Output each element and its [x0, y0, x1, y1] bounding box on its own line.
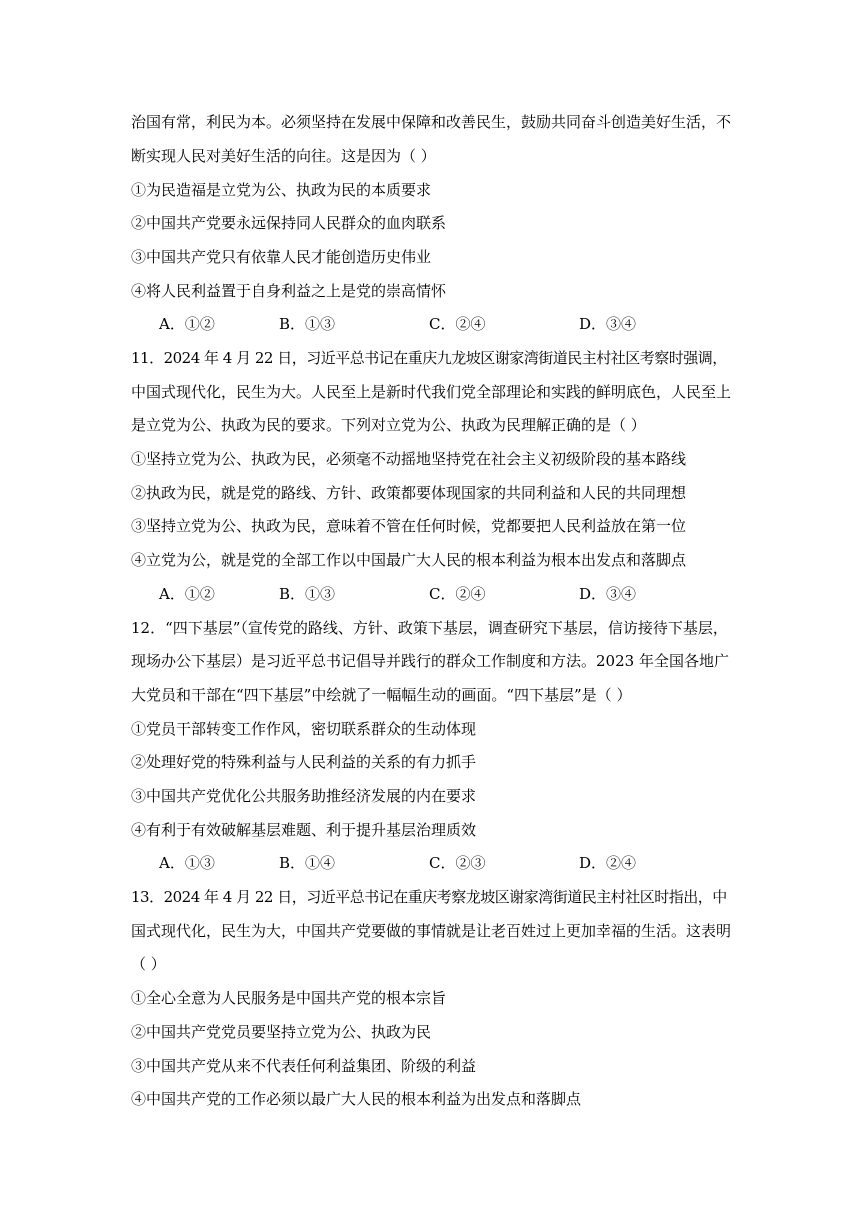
q10-option-b: B．①③: [279, 315, 336, 333]
q12-option-d: D．②④: [579, 854, 637, 872]
q12-options: [0, 853, 860, 873]
q11-stem-line-1: 11．2024 年 4 月 22 日，习近平总书记在重庆九龙坡区谢家湾街道民主村社区考察时强调，: [131, 349, 727, 367]
q10-options: [0, 314, 860, 334]
q11-item-1: ①坚持立党为公、执政为民，必须毫不动摇地坚持党在社会主义初级阶段的基本路线: [131, 450, 687, 468]
q10-item-1: ①为民造福是立党为公、执政为民的本质要求: [131, 181, 432, 199]
q10-item-4: ④将人民利益置于自身利益之上是党的崇高情怀: [131, 282, 447, 300]
q12-stem-line-2: 现场办公下基层）是习近平总书记倡导并践行的群众工作制度和方法。2023 年全国各地广: [131, 652, 729, 670]
q11-option-b: B．①③: [279, 585, 336, 603]
q12-item-4: ④有利于有效破解基层难题、利于提升基层治理质效: [131, 821, 477, 839]
q11-option-a: A．①②: [159, 585, 215, 603]
q11-stem-line-3: 是立党为公、执政为民的要求。下列对立党为公、执政为民理解正确的是（ ）: [131, 416, 646, 434]
q11-option-d: D．③④: [579, 585, 637, 603]
q10-stem-line-1: 治国有常，利民为本。必须坚持在发展中保障和改善民生，鼓励共同奋斗创造美好生活，不: [131, 113, 732, 131]
q10-option-c: C．②④: [429, 315, 486, 333]
q13-stem-line-2: 国式现代化，民生为大，中国共产党要做的事情就是让老百姓过上更加幸福的生活。这表明: [131, 922, 732, 940]
q11-item-4: ④立党为公，就是党的全部工作以中国最广大人民的根本利益为根本出发点和落脚点: [131, 551, 687, 569]
q11-option-c: C．②④: [429, 585, 486, 603]
q12-option-c: C．②③: [429, 854, 486, 872]
q12-item-3: ③中国共产党优化公共服务助推经济发展的内在要求: [131, 787, 477, 805]
q12-stem-line-1: 12．“四下基层”（宣传党的路线、方针、政策下基层，调查研究下基层，信访接待下基层，: [131, 619, 728, 637]
q11-item-3: ③坚持立党为公、执政为民，意味着不管在任何时候，党都要把人民利益放在第一位: [131, 517, 687, 535]
q13-item-1: ①全心全意为人民服务是中国共产党的根本宗旨: [131, 989, 447, 1007]
q12-item-1: ①党员干部转变工作作风，密切联系群众的生动体现: [131, 720, 477, 738]
q13-item-2: ②中国共产党党员要坚持立党为公、执政为民: [131, 1023, 432, 1041]
q11-options: [0, 584, 860, 604]
q10-item-2: ②中国共产党要永远保持同人民群众的血肉联系: [131, 214, 447, 232]
q10-option-a: A．①②: [159, 315, 215, 333]
q13-stem-line-3: （ ）: [131, 955, 166, 973]
q13-item-4: ④中国共产党的工作必须以最广大人民的根本利益为出发点和落脚点: [131, 1090, 582, 1108]
q11-item-2: ②执政为民，就是党的路线、方针、政策都要体现国家的共同利益和人民的共同理想: [131, 484, 687, 502]
q10-item-3: ③中国共产党只有依靠人民才能创造历史伟业: [131, 248, 432, 266]
q13-item-3: ③中国共产党从来不代表任何利益集团、阶级的利益: [131, 1057, 477, 1075]
q12-stem-line-3: 大党员和干部在“四下基层”中绘就了一幅幅生动的画面。“四下基层”是（ ）: [131, 686, 632, 704]
q13-stem-line-1: 13．2024 年 4 月 22 日，习近平总书记在重庆考察龙坡区谢家湾街道民主村社区时指出，中: [131, 888, 727, 906]
q12-option-a: A．①③: [159, 854, 215, 872]
q12-item-2: ②处理好党的特殊利益与人民利益的关系的有力抓手: [131, 753, 477, 771]
q10-stem-line-2: 断实现人民对美好生活的向往。这是因为（ ）: [131, 147, 436, 165]
q11-stem-line-2: 中国式现代化，民生为大。人民至上是新时代我们党全部理论和实践的鲜明底色，人民至上: [131, 383, 732, 401]
q12-option-b: B．①④: [279, 854, 336, 872]
q10-option-d: D．③④: [579, 315, 637, 333]
